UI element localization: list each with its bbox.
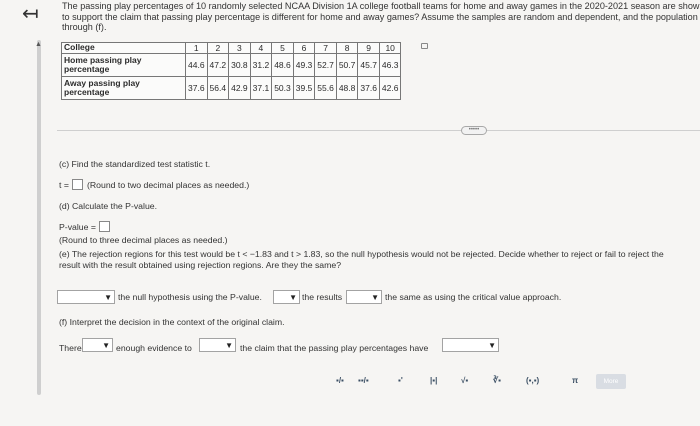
superscript-icon[interactable]: ▪' [398,376,403,385]
reject-decision-dropdown[interactable] [57,290,115,304]
copy-table-icon[interactable] [421,43,428,49]
home-value: 50.7 [336,54,358,77]
column-header: 6 [293,43,315,54]
part-d-hint: (Round to three decimal places as needed.) [59,235,228,245]
data-table [61,42,401,100]
column-header: 8 [336,43,358,54]
support-reject-dropdown[interactable] [199,338,236,352]
chevron-down-icon: ▼ [488,341,496,350]
question-line-2: to support the claim that passing play percentage is different for home and away games? Assume the samples are random and dependent, and the population [62,11,698,22]
home-value: 31.2 [250,54,272,77]
table-row-away [62,77,401,100]
column-header: 2 [207,43,229,54]
part-c-hint: (Round to two decimal places as needed.) [87,180,250,190]
table-row-home [62,54,401,77]
away-value: 48.8 [336,77,358,100]
question-text [62,1,700,33]
home-value: 45.7 [358,54,380,77]
home-value: 44.6 [186,54,208,77]
chevron-down-icon: ▼ [371,293,379,302]
part-f-text-3: the claim that the passing play percentages have [240,343,429,353]
home-value: 52.7 [315,54,337,77]
part-f-text-2: enough evidence to [116,343,192,353]
away-value: 42.6 [379,77,401,100]
college-header: College [62,43,186,54]
scrollbar[interactable] [37,40,41,395]
absolute-value-icon[interactable]: |▪| [430,376,438,385]
column-header: 10 [379,43,401,54]
part-c-prompt: (c) Find the standardized test statistic t. [59,159,211,169]
column-header: 7 [315,43,337,54]
home-value: 46.3 [379,54,401,77]
table-row-header [62,43,401,54]
sqrt-icon[interactable]: √▪ [461,376,469,385]
there-is-dropdown[interactable] [82,338,113,352]
part-e-text-3: the same as using the critical value approach. [385,292,562,302]
away-value: 37.1 [250,77,272,100]
part-e-line-1: (e) The rejection regions for this test would be t < −1.83 and t > 1.83, so the null hypothesis would not be rejected. Decide whether to reject or fail to reject the [59,249,664,259]
home-row-label: Home passing play percentage [62,54,186,77]
t-label: t = [59,180,69,190]
part-e-text-2: the results [302,292,343,302]
away-value: 50.3 [272,77,294,100]
home-value: 47.2 [207,54,229,77]
pi-icon[interactable]: π [572,376,579,385]
away-value: 42.9 [229,77,251,100]
mixed-number-icon[interactable]: ▪▪/▪ [358,376,369,385]
more-symbols-button[interactable]: More [596,374,626,389]
column-header: 5 [272,43,294,54]
column-header: 1 [186,43,208,54]
section-divider [57,130,700,131]
part-e-text-1: the null hypothesis using the P-value. [118,292,262,302]
expand-question-button[interactable]: ••••• [461,126,487,135]
away-value: 55.6 [315,77,337,100]
part-f-prompt: (f) Interpret the decision in the context of the original claim. [59,317,285,327]
chevron-down-icon: ▼ [104,293,112,302]
away-value: 37.6 [358,77,380,100]
home-value: 48.6 [272,54,294,77]
p-value-answer-input[interactable] [99,221,110,232]
t-answer-input[interactable] [72,179,83,190]
left-sidebar [0,0,54,426]
part-e-line-2: result with the result obtained using rejection regions. Are they the same? [59,260,342,270]
chevron-down-icon: ▼ [102,341,110,350]
p-value-label: P-value = [59,222,96,232]
fraction-icon[interactable]: ▪/▪ [336,376,344,385]
away-value: 56.4 [207,77,229,100]
column-header: 4 [250,43,272,54]
nth-root-icon[interactable]: ∛▪ [493,376,501,385]
back-arrow-icon[interactable]: ↤ [22,3,39,25]
same-dropdown[interactable] [346,290,382,304]
claim-dropdown[interactable] [442,338,499,352]
chevron-down-icon: ▼ [289,293,297,302]
interval-icon[interactable]: (▪,▪) [526,376,540,385]
home-value: 30.8 [229,54,251,77]
part-f-text-1: There [59,343,82,353]
question-line-1: The passing play percentages of 10 randomly selected NCAA Division 1A college football teams for home and away games in the 2020-2021 season are show [62,1,700,11]
math-toolbar [336,375,636,391]
away-value: 37.6 [186,77,208,100]
home-value: 49.3 [293,54,315,77]
results-dropdown[interactable] [273,290,300,304]
chevron-down-icon: ▼ [225,341,233,350]
column-header: 9 [358,43,380,54]
away-value: 39.5 [293,77,315,100]
away-row-label: Away passing play percentage [62,77,186,100]
question-line-3: through (f). [62,22,107,32]
part-d-prompt: (d) Calculate the P-value. [59,201,158,211]
column-header: 3 [229,43,251,54]
scroll-up-icon[interactable]: ▲ [35,41,42,48]
